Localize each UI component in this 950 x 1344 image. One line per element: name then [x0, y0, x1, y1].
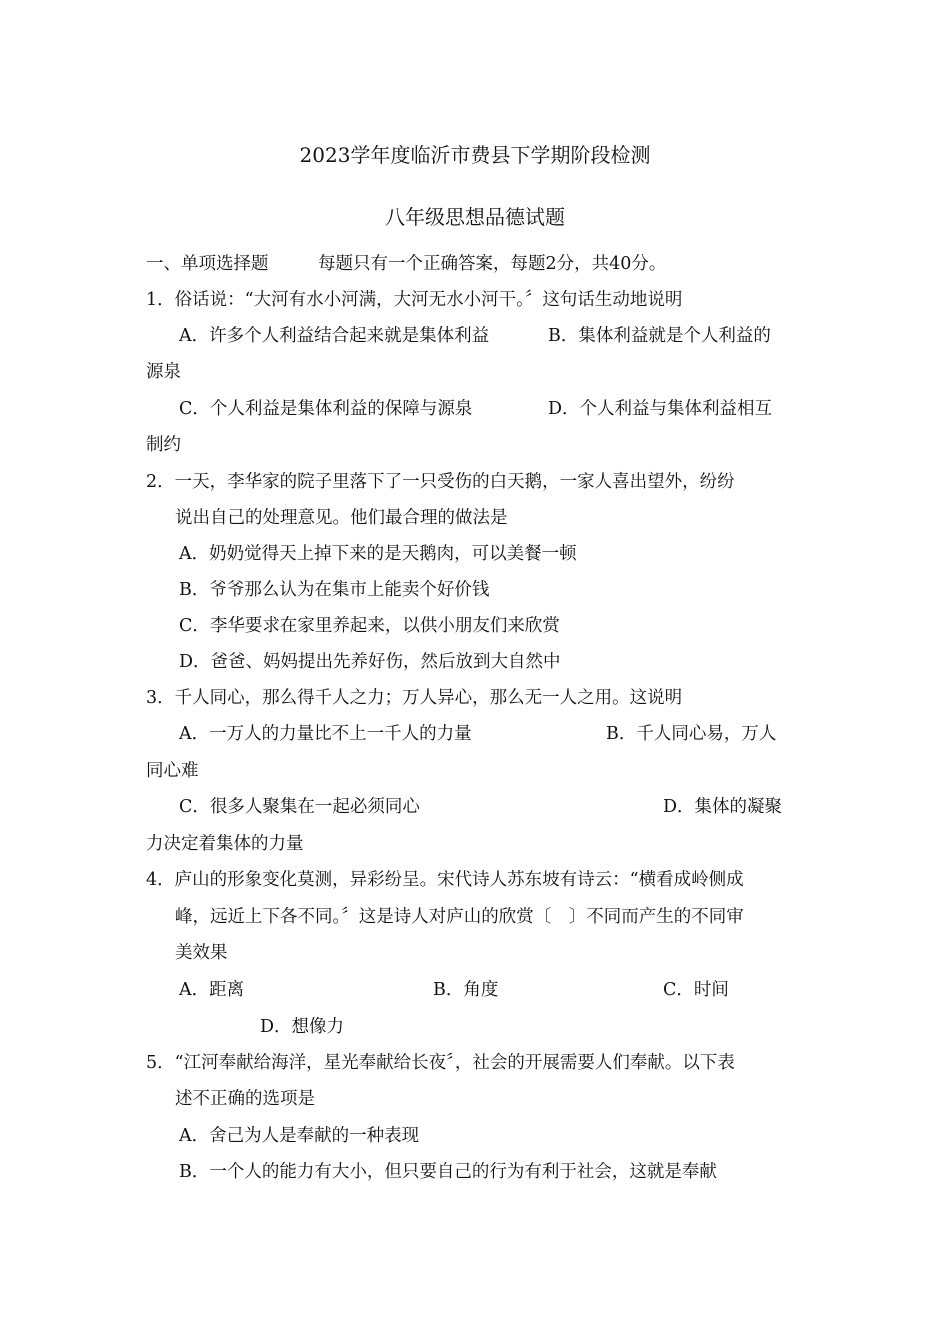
q3-option-c: C．很多人聚集在一起必须同心	[179, 797, 420, 817]
q2-stem-1: 2．一天，李华家的院子里落下了一只受伤的白天鹅，一家人喜出望外，纷纷	[146, 472, 735, 492]
q4-option-a: A．距离	[179, 980, 245, 1000]
q2-option-d: D．爸爸、妈妈提出先养好伤，然后放到大自然中	[179, 652, 561, 672]
q1-stem: 1．俗话说：“大河有水小河满，大河无水小河干。〞这句话生动地说明	[146, 290, 683, 310]
q3-option-d: D．集体的凝聚	[663, 797, 783, 817]
document-title: 2023学年度临沂市费县下学期阶段检测	[299, 143, 651, 167]
q1-option-d-cont: 制约	[146, 435, 181, 455]
q1-option-d: D．个人利益与集体利益相互	[548, 399, 773, 419]
q2-option-c: C．李华要求在家里养起来，以供小朋友们来欣赏	[179, 616, 560, 636]
document-subtitle: 八年级思想品德试题	[385, 205, 565, 229]
q4-option-c: C．时间	[663, 980, 729, 1000]
q4-stem-2: 峰，远近上下各不同。〞这是诗人对庐山的欣赏〔 〕不同而产生的不同审	[175, 907, 744, 927]
q1-option-a: A．许多个人利益结合起来就是集体利益	[179, 326, 490, 346]
q3-option-b-cont: 同心难	[146, 761, 199, 781]
section-heading: 一、单项选择题	[146, 254, 269, 274]
q1-option-b-cont: 源泉	[146, 362, 181, 382]
q3-option-b: B．千人同心易，万人	[606, 724, 777, 744]
q3-option-d-cont: 力决定着集体的力量	[146, 834, 304, 854]
section-note: 每题只有一个正确答案，每题2分，共40分。	[318, 254, 667, 274]
q1-option-b: B．集体利益就是个人利益的	[548, 326, 771, 346]
q2-option-a: A．奶奶觉得天上掉下来的是天鹅肉，可以美餐一顿	[179, 544, 577, 564]
q1-option-c: C．个人利益是集体利益的保障与源泉	[179, 399, 473, 419]
q4-stem-1: 4．庐山的形象变化莫测，异彩纷呈。宋代诗人苏东坡有诗云：“横看成岭侧成	[146, 870, 744, 890]
q2-option-b: B．爷爷那么认为在集市上能卖个好价钱	[179, 580, 490, 600]
q4-option-d: D．想像力	[260, 1017, 345, 1037]
q5-stem-2: 述不正确的选项是	[175, 1089, 315, 1109]
q3-option-a: A．一万人的力量比不上一千人的力量	[179, 724, 472, 744]
q5-option-b: B．一个人的能力有大小，但只要自己的行为有利于社会，这就是奉献	[179, 1162, 717, 1182]
q2-stem-2: 说出自己的处理意见。他们最合理的做法是	[175, 508, 508, 528]
q5-stem-1: 5．“江河奉献给海洋，星光奉献给长夜〞，社会的开展需要人们奉献。以下表	[146, 1053, 735, 1073]
q3-stem: 3．千人同心，那么得千人之力；万人异心，那么无一人之用。这说明	[146, 688, 683, 708]
q5-option-a: A．舍己为人是奉献的一种表现	[179, 1126, 420, 1146]
q4-option-b: B．角度	[433, 980, 499, 1000]
q4-stem-3: 美效果	[175, 943, 228, 963]
